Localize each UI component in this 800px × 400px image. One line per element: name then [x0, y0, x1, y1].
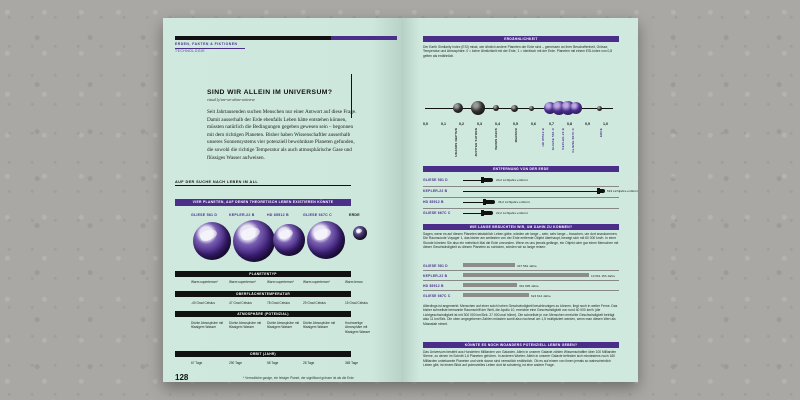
cell-type: Warm superterran* — [229, 280, 256, 284]
intro-text: Seit Jahrtausenden suchen Menschen nur einer Antwort auf diese Frage. Damit ausserhalb der Erde ebenfalls Leben hätte entstehen können, müssten natürlich die Bedingungen gegeben gewesen sein – begonnen mit dem richtigen Planeten. Bisher haben Wissenschaftler ausserhalb unseres Sonnensystems vier potenziell bewohnbare Planeten gefunden, die sowohl die richtige Temperatur als auch atmosphärische Gase und flüssiges Wasser aufweisen. — [207, 109, 357, 161]
distance-heading: ENTFERNUNG VON DER ERDE — [423, 166, 619, 172]
travel-row-label: GLIESE 667C C — [423, 294, 451, 298]
cell-atmo: Dichte Atmosphäre mit flüssigem Wasser — [191, 321, 224, 330]
page-number: 128 — [175, 373, 189, 382]
esi-planet-dot — [471, 101, 485, 115]
top-rule-accent — [331, 36, 397, 40]
travel-bar — [463, 273, 589, 277]
planet-gliese-667cc — [307, 221, 345, 259]
section-divider — [175, 185, 351, 186]
planet-hd-85512b — [273, 224, 305, 256]
footnote: * Vermutliche gasige, ein felsiger Planet, der signifikant grösser ist als die Erde — [243, 376, 354, 380]
left-page — [163, 18, 401, 382]
distance-value: 20,2 Lichtjahre entfernt — [496, 178, 528, 182]
esi-tick: 0,8 — [567, 122, 572, 126]
article-title: SIND WIR ALLEIN IM UNIVERSUM? — [207, 89, 333, 96]
travel-row-label: KEPLER-22 B — [423, 274, 448, 278]
cell-orbit: 67 Tage — [191, 361, 203, 365]
life-heading: KÖNNTE ES NOCH WOANDERS POTENZIELL LEBEN GEBEN? — [423, 342, 619, 348]
temp-band: OBERFLÄCHENTEMPERATUR — [175, 291, 351, 297]
travel-value: 10 661 153 Jahre — [591, 274, 616, 278]
distance-line — [463, 202, 485, 203]
planet-name: HD 85512 B — [267, 213, 289, 217]
planet-name: KEPLER-22 B — [229, 213, 255, 217]
esi-label: GLIESE 667C C — [571, 128, 575, 153]
planet-name: GLIESE 581 D — [191, 213, 218, 217]
distance-row-label: HD 85512 B — [423, 200, 444, 204]
right-page — [401, 18, 638, 382]
travel-heading: WIE LANGE BRÄUCHTEN WIR, UM DAHIN ZU KOMMEN? — [423, 224, 619, 230]
cell-temp: -40 Grad Celsius — [191, 301, 215, 305]
distance-line — [463, 213, 483, 214]
planets-band: VIER PLANETEN, AUF DENEN THEORETISCH LEBEN EXISTIEREN KÖNNTE — [175, 199, 351, 206]
cell-orbit: 365 Tage — [345, 361, 359, 365]
travel-bar — [463, 293, 529, 297]
rocket-icon — [483, 211, 493, 215]
rocket-icon — [599, 189, 605, 193]
esi-tick: 0,0 — [423, 122, 428, 126]
esi-tick: 1,0 — [603, 122, 608, 126]
travel-value: 361 995 Jahre — [519, 284, 539, 288]
esi-label: JUPITER SATURN — [474, 128, 478, 157]
travel-text: Sagen, wenn es auf diesen Planeten tatsächlich Leben gäbe, würden wir lange – sehr, sehr lange – brauchen, um dort anzukommen. Die Raumsonde Voyager 1, das bisher am weitesten von der Erde entfernte Objekt überhaupt, bewegt sich mit 60 000 km/h. In einer Stunde könnten Sie also ein mehrfach Mal die Erde umrunden. Wenn es uns jemals gelänge, ein Objekt oder gar einen Menschen mit dieser Geschwindigkeit zu diesen Planeten zu schicken, würden wir so lange reisen: — [423, 232, 619, 250]
planet-name: GLIESE 667C C — [303, 213, 332, 217]
planet-column — [303, 213, 339, 217]
esi-earth-dot — [597, 106, 602, 111]
esi-label: URANUS NEPTUN — [454, 128, 458, 157]
cell-atmo: Dichte Atmosphäre mit flüssigem Wasser — [229, 321, 262, 330]
planet-gliese-581d — [193, 222, 231, 260]
cell-type: Warm superterran* — [267, 280, 294, 284]
cell-type: Warm terran — [345, 280, 363, 284]
esi-tick: 0,9 — [585, 122, 590, 126]
travel-note: Allerdings ist angemerkt: Menschen auf einer solch hohen Geschwindigkeit beschleunigen zu können, liegt noch in weiter Ferne. Das bisher schnellste bemannte Raumschiff der Welt, die Apollo 10, erreichte eine Geschwindigkeit von rund 40 000 km/h (die Lichtgeschwindigkeit ist mit 300 000 km/Sek. 27 000-mal höher). Die schnellste je von Menschen erreichte Geschwindigkeit beträgt also 11 km/Sek. Die oben angegebenen Zahlen müssten somit also nochmal um 1,5 multipliziert werden, wenn man diesen Wert als Massstab nimmt. — [423, 304, 618, 326]
esi-tick: 0,4 — [495, 122, 500, 126]
planet-kepler-22b — [233, 220, 275, 262]
esi-tick: 0,1 — [441, 122, 446, 126]
cell-type: Warm superterran* — [191, 280, 218, 284]
distance-line — [463, 191, 601, 192]
esi-tick: 0,7 — [549, 122, 554, 126]
distance-value: 36,2 Lichtjahre entfernt — [498, 200, 530, 204]
open-book — [163, 18, 638, 382]
cell-orbit: 290 Tage — [229, 361, 243, 365]
planet-column — [267, 213, 303, 217]
type-band: PLANETENTYP — [175, 271, 351, 277]
planet-earth — [353, 226, 367, 240]
esi-tick: 0,3 — [477, 122, 482, 126]
kicker-sub: TECHNOLOGIE — [175, 49, 206, 53]
atmo-band: ATMOSPHÄRE (POTENZIAL) — [175, 311, 351, 317]
planet-name: ERDE — [349, 213, 360, 217]
kicker: ERDEN, FAKTEN & FIKTIONEN — [175, 42, 238, 46]
esi-planet-dot — [493, 105, 499, 111]
section-heading: AUF DER SUCHE NACH LEBEN IM ALL — [175, 180, 259, 184]
travel-value: 347 581 Jahre — [517, 264, 537, 268]
rocket-icon — [485, 200, 495, 204]
life-text: Das Universum besteht aus Hunderten Milliarden von Galaxien. Allein in unserer Galaxie zählen Wissenschaftler über 100 Milliarden Sterne, zu denen im Schnitt 1,6 Planeten gehören. In anderen Worten: Allein in unserer Galaxie befinden sich mindestens noch 160 Milliarden unbekannte Planeten und viele davon sind vermutlich erdähnlich. Ob es auf einem von ihnen jemals so wahrscheinlich Leben gibt, ist einem Blick auf potenzielles Leben dort ist schwierig, ist eine andere Frage. — [423, 350, 617, 368]
cell-atmo: Hochwertige Atmosphäre mit flüssigem Wasser — [345, 321, 371, 334]
esi-label: ERDE — [599, 128, 603, 138]
distance-row-label: GLIESE 667C C — [423, 211, 451, 215]
distance-line — [463, 180, 483, 181]
planet-column — [229, 213, 265, 217]
cell-atmo: Dichte Atmosphäre mit flüssigem Wasser — [267, 321, 300, 330]
planet-column — [191, 213, 227, 217]
top-rule — [175, 36, 397, 40]
cell-temp: 15 Grad Celsius — [345, 301, 368, 305]
orbit-band: ORBIT (JAHR) — [175, 351, 351, 357]
travel-row-label: HD 85512 B — [423, 284, 444, 288]
cell-temp: 47 Grad Celsius — [229, 301, 252, 305]
esi-planet-dot — [453, 103, 463, 113]
travel-value: 624 614 Jahre — [531, 294, 551, 298]
esi-planet-dot — [529, 106, 534, 111]
travel-bar — [463, 263, 515, 267]
distance-value: 619 Lichtjahre entfernt — [607, 189, 638, 193]
travel-bar — [463, 283, 517, 287]
esi-heading: ERDÄHNLICHKEIT — [423, 36, 619, 42]
travel-row-label: GLIESE 581 D — [423, 264, 448, 268]
distance-value: 22,2 Lichtjahre entfernt — [496, 211, 528, 215]
esi-planet-dot — [511, 105, 518, 112]
esi-label: HD 85512 B — [541, 128, 545, 147]
esi-label: VENUS MARS — [494, 128, 498, 151]
esi-tick: 0,6 — [531, 122, 536, 126]
article-subtitle: visual.ly/are-we-alone-universe — [207, 98, 256, 102]
distance-row-label: GLIESE 581 D — [423, 178, 448, 182]
esi-planet-dot — [570, 102, 582, 114]
planet-column — [349, 213, 385, 217]
cell-atmo: Dichte Atmosphäre mit flüssigem Wasser — [303, 321, 336, 330]
esi-text: Der Earth Similarity Index (ESI) misst, wie ähnlich andere Planeten der Erde sind – gemessen an ihrer Beschaffenheit, Grösse, Temperatur und Atmosphäre. 0 = keine Ähnlichkeit mit der Erde, 1 = identisch mit der Erde. Planeten mit einem ESI-Index von 0,8 gelten als erdähnlich. — [423, 45, 613, 58]
esi-tick: 0,2 — [459, 122, 464, 126]
cell-orbit: 28 Tage — [303, 361, 315, 365]
distance-row-label: KEPLER-22 B — [423, 189, 448, 193]
esi-label: KEPLER-22 B — [561, 128, 565, 150]
esi-label: GLIESE 581 D — [551, 128, 555, 151]
cell-temp: 78 Grad Celsius — [267, 301, 290, 305]
esi-tick: 0,5 — [513, 122, 518, 126]
cell-orbit: 58 Tage — [267, 361, 279, 365]
cell-type: Warm superterran* — [303, 280, 330, 284]
rocket-icon — [483, 178, 493, 182]
cell-temp: 29 Grad Celsius — [303, 301, 326, 305]
esi-label: MERKUR — [514, 128, 518, 143]
